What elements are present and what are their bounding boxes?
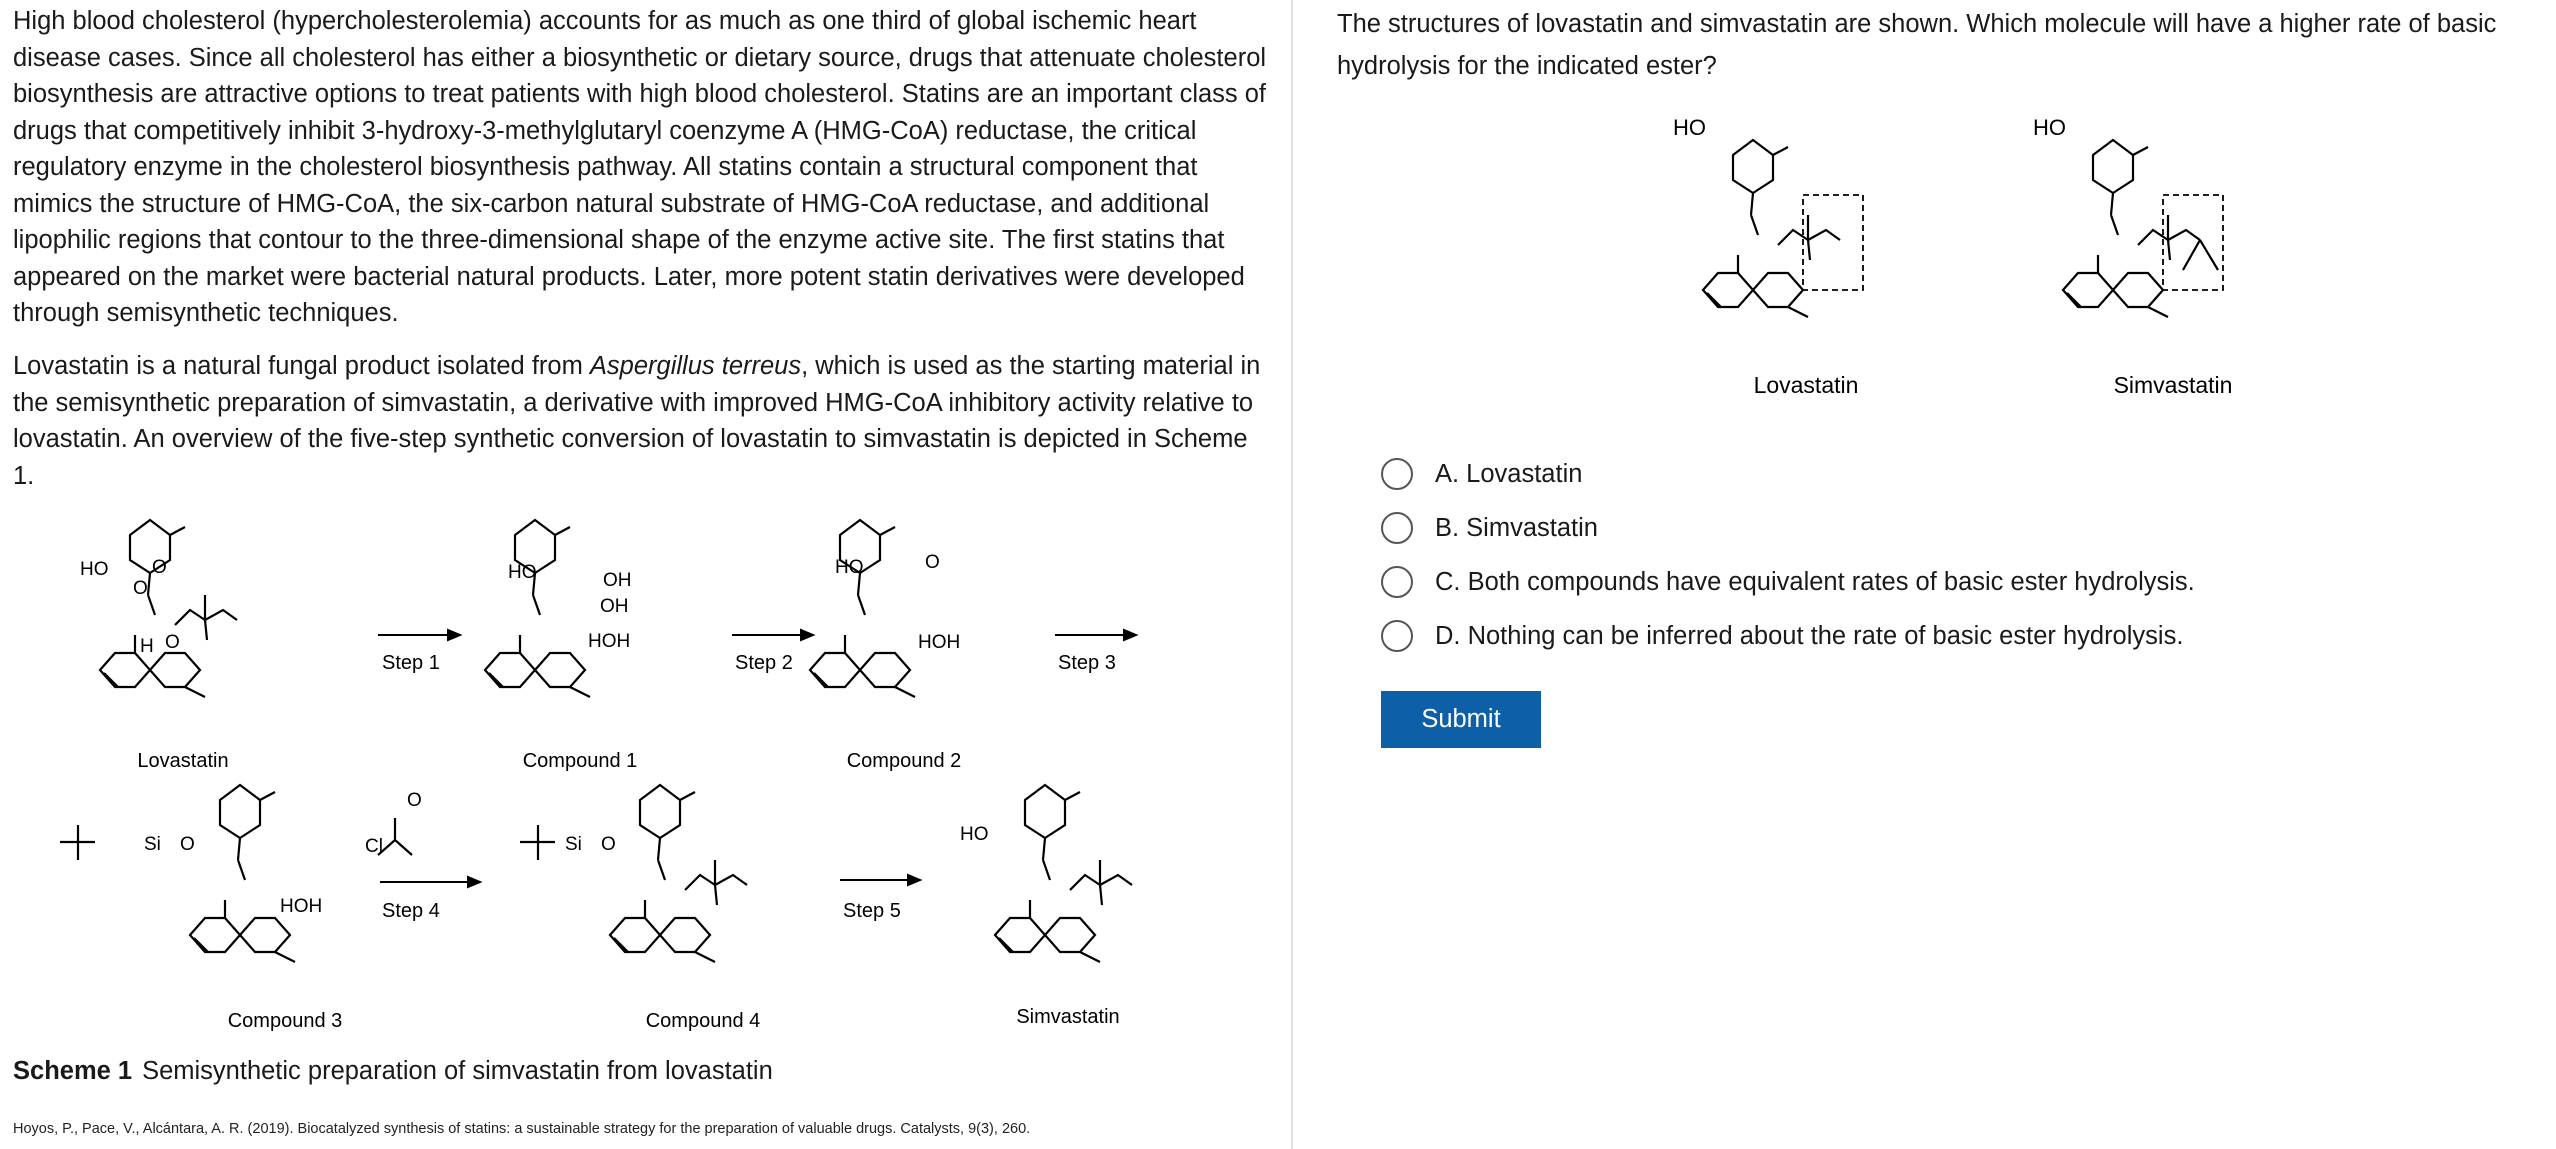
atom-ho: HO bbox=[2033, 115, 2066, 140]
option-label: A. Lovastatin bbox=[1435, 459, 1583, 488]
step-1-label: Step 1 bbox=[382, 652, 440, 674]
atom-o: O bbox=[407, 790, 422, 811]
question-pane bbox=[1293, 0, 2556, 1149]
compound-label-3: Compound 3 bbox=[227, 1010, 343, 1032]
step-2-label: Step 2 bbox=[735, 652, 793, 674]
atom-o: O bbox=[925, 552, 940, 573]
option-label: C. Both compounds have equivalent rates of basic ester hydrolysis. bbox=[1435, 567, 2195, 596]
passage-paragraph-2 bbox=[13, 348, 1273, 494]
atom-ho: HO bbox=[960, 824, 989, 845]
compound-label-2: Compound 2 bbox=[846, 750, 962, 772]
radio-button[interactable] bbox=[1381, 458, 1413, 490]
atom-oh: OH bbox=[600, 596, 629, 617]
atom-oh: HOH bbox=[280, 896, 323, 917]
option-label: D. Nothing can be inferred about the rate of basic ester hydrolysis. bbox=[1435, 621, 2184, 650]
radio-button[interactable] bbox=[1381, 620, 1413, 652]
option-label: B. Simvastatin bbox=[1435, 513, 1598, 542]
atom-si: Si bbox=[144, 834, 161, 855]
synthesis-scheme bbox=[60, 500, 1240, 1040]
compound-label-simvastatin: Simvastatin bbox=[1016, 1006, 1120, 1028]
submit-button[interactable]: Submit bbox=[1381, 691, 1541, 748]
atom-o: O bbox=[180, 834, 195, 855]
caption-label: Scheme 1 bbox=[13, 1057, 133, 1085]
citation: Hoyos, P., Pace, V., Alcántara, A. R. (2019). Biocatalyzed synthesis of statins: a sustainable strategy for the preparation of valuable drugs. Catalysts, 9(3), 260. bbox=[13, 1121, 1031, 1137]
scheme-svg bbox=[60, 500, 1240, 1040]
structure-label-lovastatin: Lovastatin bbox=[1753, 372, 1859, 398]
compound-label-4: Compound 4 bbox=[645, 1010, 761, 1032]
question-text: The structures of lovastatin and simvastatin are shown. Which molecule will have a higher rate of basic hydrolysis for the indicated ester? bbox=[1337, 10, 2497, 80]
atom-oh: OH bbox=[603, 570, 632, 591]
step-3-label: Step 3 bbox=[1058, 652, 1116, 674]
passage-paragraph-1: High blood cholesterol (hypercholesterolemia) accounts for as much as one third of global ischemic heart disease cases. Since all cholesterol has either a biosynthetic or dietary source, drugs that attenuate cholesterol biosynthesis are attractive options to treat patients with high blood cholesterol. Statins are an important class of drugs that competitively inhibit 3-hydroxy-3-methylglutaryl coenzyme A (HMG-CoA) reductase, the critical regulatory enzyme in the cholesterol biosynthesis pathway. All statins contain a structural component that mimics the structure of HMG-CoA, the six-carbon natural substrate of HMG-CoA reductase, and additional lipophilic regions that contour to the three-dimensional shape of the enzyme active site. The first statins that appeared on the market were bacterial natural products. Later, more potent statin derivatives were developed through semisynthetic techniques. bbox=[13, 7, 1267, 327]
compound-label-1: Compound 1 bbox=[522, 750, 638, 772]
option-c[interactable] bbox=[1381, 555, 2195, 609]
step-5-label: Step 5 bbox=[843, 900, 901, 922]
passage-p2-end: , which is used as the starting material in the semisynthetic preparation of simvastatin, a derivative with improved HMG-CoA inhibitory activity relative to lovastatin. An overview of the five-step synthetic conversion of lovastatin to simvastatin is depicted in Scheme 1. bbox=[13, 352, 1261, 490]
atom-o: O bbox=[601, 834, 616, 855]
option-b[interactable] bbox=[1381, 501, 2195, 555]
atom-ho: HO bbox=[508, 562, 537, 583]
atom-o: O bbox=[165, 632, 180, 653]
atom-ho: HO bbox=[80, 559, 109, 580]
radio-button[interactable] bbox=[1381, 566, 1413, 598]
question-structures bbox=[1623, 105, 2323, 425]
atom-ho: HO bbox=[835, 557, 864, 578]
atom-oh: HOH bbox=[918, 632, 961, 653]
atom-h: H bbox=[140, 636, 154, 657]
atom-o: O bbox=[152, 557, 167, 578]
passage-p2-start: Lovastatin is a natural fungal product isolated from bbox=[13, 352, 590, 380]
atom-oh: HOH bbox=[588, 631, 631, 652]
structures-svg bbox=[1623, 105, 2323, 425]
compound-label-lovastatin: Lovastatin bbox=[137, 750, 229, 772]
species-name: Aspergillus terreus bbox=[589, 352, 802, 380]
caption-text: Semisynthetic preparation of simvastatin from lovastatin bbox=[142, 1057, 773, 1085]
step-4-label: Step 4 bbox=[382, 900, 440, 922]
radio-button[interactable] bbox=[1381, 512, 1413, 544]
atom-o: O bbox=[133, 578, 148, 599]
option-a[interactable] bbox=[1381, 447, 2195, 501]
atom-ho: HO bbox=[1673, 115, 1706, 140]
option-d[interactable] bbox=[1381, 609, 2195, 663]
answer-options bbox=[1381, 447, 2195, 663]
scheme-caption bbox=[13, 1057, 773, 1086]
atom-cl: Cl bbox=[365, 836, 383, 857]
structure-label-simvastatin: Simvastatin bbox=[2113, 372, 2233, 398]
atom-si: Si bbox=[565, 834, 582, 855]
